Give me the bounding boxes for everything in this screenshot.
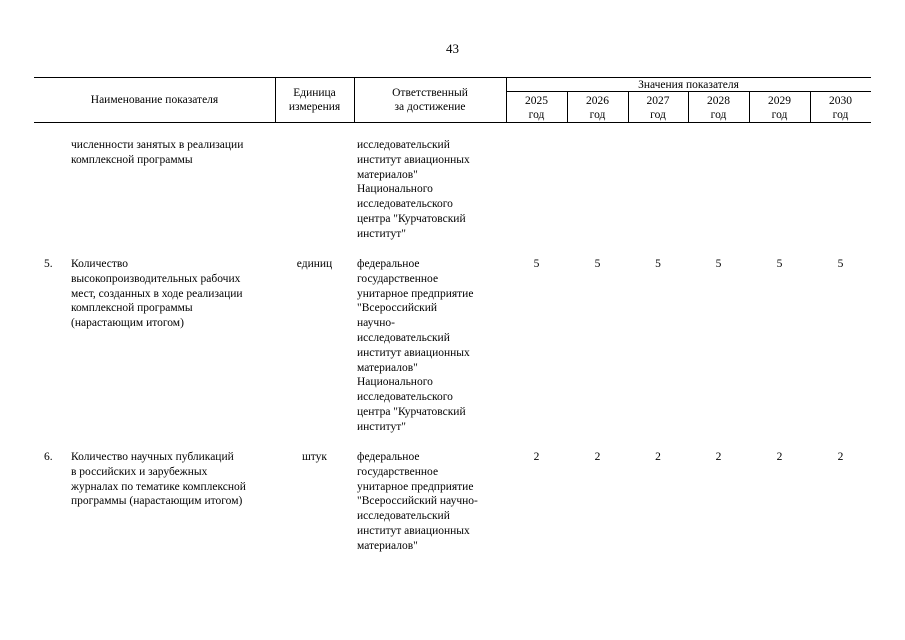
- row-responsible: [357, 257, 473, 435]
- header-bottom-rule: [34, 122, 871, 123]
- row-responsible-line: институт авиационных: [357, 346, 470, 359]
- row-responsible-line: институт": [357, 420, 406, 433]
- year-suffix: год: [650, 109, 666, 121]
- row-responsible-line: материалов": [357, 168, 418, 181]
- year-header-2029: [749, 94, 810, 122]
- value-2028: 5: [715, 258, 722, 270]
- row-responsible-line: центра "Курчатовский: [357, 405, 466, 418]
- value-2026: 2: [594, 451, 601, 463]
- row-name-line: журналах по тематике комплексной: [71, 480, 246, 493]
- header-responsible-line: Ответственный: [392, 87, 468, 99]
- row-name-line: высокопроизводительных рабочих: [71, 272, 241, 285]
- year-suffix: год: [832, 109, 849, 121]
- row-responsible-line: "Всероссийский научно-: [357, 495, 478, 508]
- year-header-2030: [810, 94, 871, 122]
- row-responsible-line: исследовательского: [357, 391, 453, 404]
- row-responsible-line: материалов": [357, 361, 418, 374]
- year-suffix: год: [528, 109, 545, 121]
- values-title-label: Значения показателя: [638, 79, 739, 91]
- row-responsible-line: исследовательский: [357, 139, 450, 151]
- value-2025: 5: [533, 258, 540, 270]
- header-responsible: [354, 86, 506, 114]
- row-name-line: комплексной программы: [71, 302, 193, 315]
- header-values-title: [506, 78, 871, 92]
- value-2025: 2: [533, 451, 540, 463]
- row-responsible-line: федеральное: [357, 258, 420, 270]
- row-unit: единиц: [296, 258, 333, 270]
- value-2029: 5: [776, 258, 783, 270]
- row-responsible-line: государственное: [357, 465, 439, 478]
- year-label: 2027: [646, 95, 670, 107]
- row-name-line: (нарастающим итогом): [71, 317, 184, 330]
- header-unit-line: измерения: [288, 101, 341, 113]
- year-suffix: год: [771, 109, 788, 121]
- row-responsible: [357, 450, 478, 554]
- row-responsible-line: материалов": [357, 539, 418, 552]
- row-responsible-line: научно-: [357, 317, 395, 330]
- year-label: 2029: [768, 95, 791, 107]
- value-2027: 5: [655, 258, 661, 270]
- value-2030: 5: [837, 258, 844, 270]
- value-2028: 2: [715, 451, 722, 463]
- row-name-line: Количество научных публикаций: [71, 451, 234, 463]
- row-name-line: Количество: [71, 258, 128, 270]
- page-number: 43: [446, 41, 459, 56]
- year-label: 2028: [707, 95, 730, 107]
- row-responsible-line: унитарное предприятие: [357, 480, 474, 493]
- row-responsible: [357, 138, 470, 242]
- year-suffix: год: [589, 109, 606, 121]
- value-2026: 5: [594, 258, 601, 270]
- year-header-2028: [688, 94, 749, 122]
- row-name: [71, 450, 246, 509]
- value-2029: 2: [776, 451, 783, 463]
- year-header-2027: [628, 94, 688, 122]
- row-name-line: комплексной программы: [71, 153, 193, 166]
- row-responsible-line: институт": [357, 227, 406, 240]
- row-responsible-line: "Всероссийский: [357, 302, 438, 315]
- row-responsible-line: институт авиационных: [357, 524, 470, 537]
- row-number: 5.: [44, 258, 53, 270]
- row-name: [71, 257, 243, 331]
- row-name-line: программы (нарастающим итогом): [71, 495, 243, 508]
- row-name: [71, 138, 243, 168]
- header-responsible-line: за достижение: [394, 101, 466, 113]
- row-responsible-line: институт авиационных: [357, 153, 470, 166]
- year-label: 2030: [829, 95, 852, 107]
- row-name-line: в российских и зарубежных: [71, 465, 208, 478]
- row-responsible-line: государственное: [357, 272, 439, 285]
- row-number: 6.: [44, 451, 53, 463]
- year-header-2026: [567, 94, 628, 122]
- row-responsible-line: федеральное: [357, 451, 420, 463]
- year-suffix: год: [710, 109, 727, 121]
- value-2030: 2: [837, 451, 844, 463]
- row-responsible-line: исследовательский: [357, 331, 450, 344]
- value-2027: 2: [655, 451, 661, 463]
- year-label: 2025: [525, 95, 548, 107]
- header-name: [34, 93, 275, 107]
- year-header-2025: [506, 94, 567, 122]
- header-unit: [275, 86, 354, 114]
- header-name-label: Наименование показателя: [90, 94, 219, 106]
- row-name-line: численности занятых в реализации: [71, 139, 244, 151]
- row-responsible-line: Национального: [357, 376, 433, 389]
- row-name-line: мест, созданных в ходе реализации: [71, 287, 243, 300]
- row-responsible-line: исследовательского: [357, 198, 453, 211]
- row-responsible-line: унитарное предприятие: [357, 287, 474, 300]
- header-unit-line: Единица: [293, 87, 336, 99]
- row-responsible-line: центра "Курчатовский: [357, 212, 466, 225]
- row-unit: штук: [301, 451, 328, 463]
- row-responsible-line: Национального: [357, 183, 433, 196]
- year-label: 2026: [586, 95, 609, 107]
- row-responsible-line: исследовательский: [357, 510, 450, 523]
